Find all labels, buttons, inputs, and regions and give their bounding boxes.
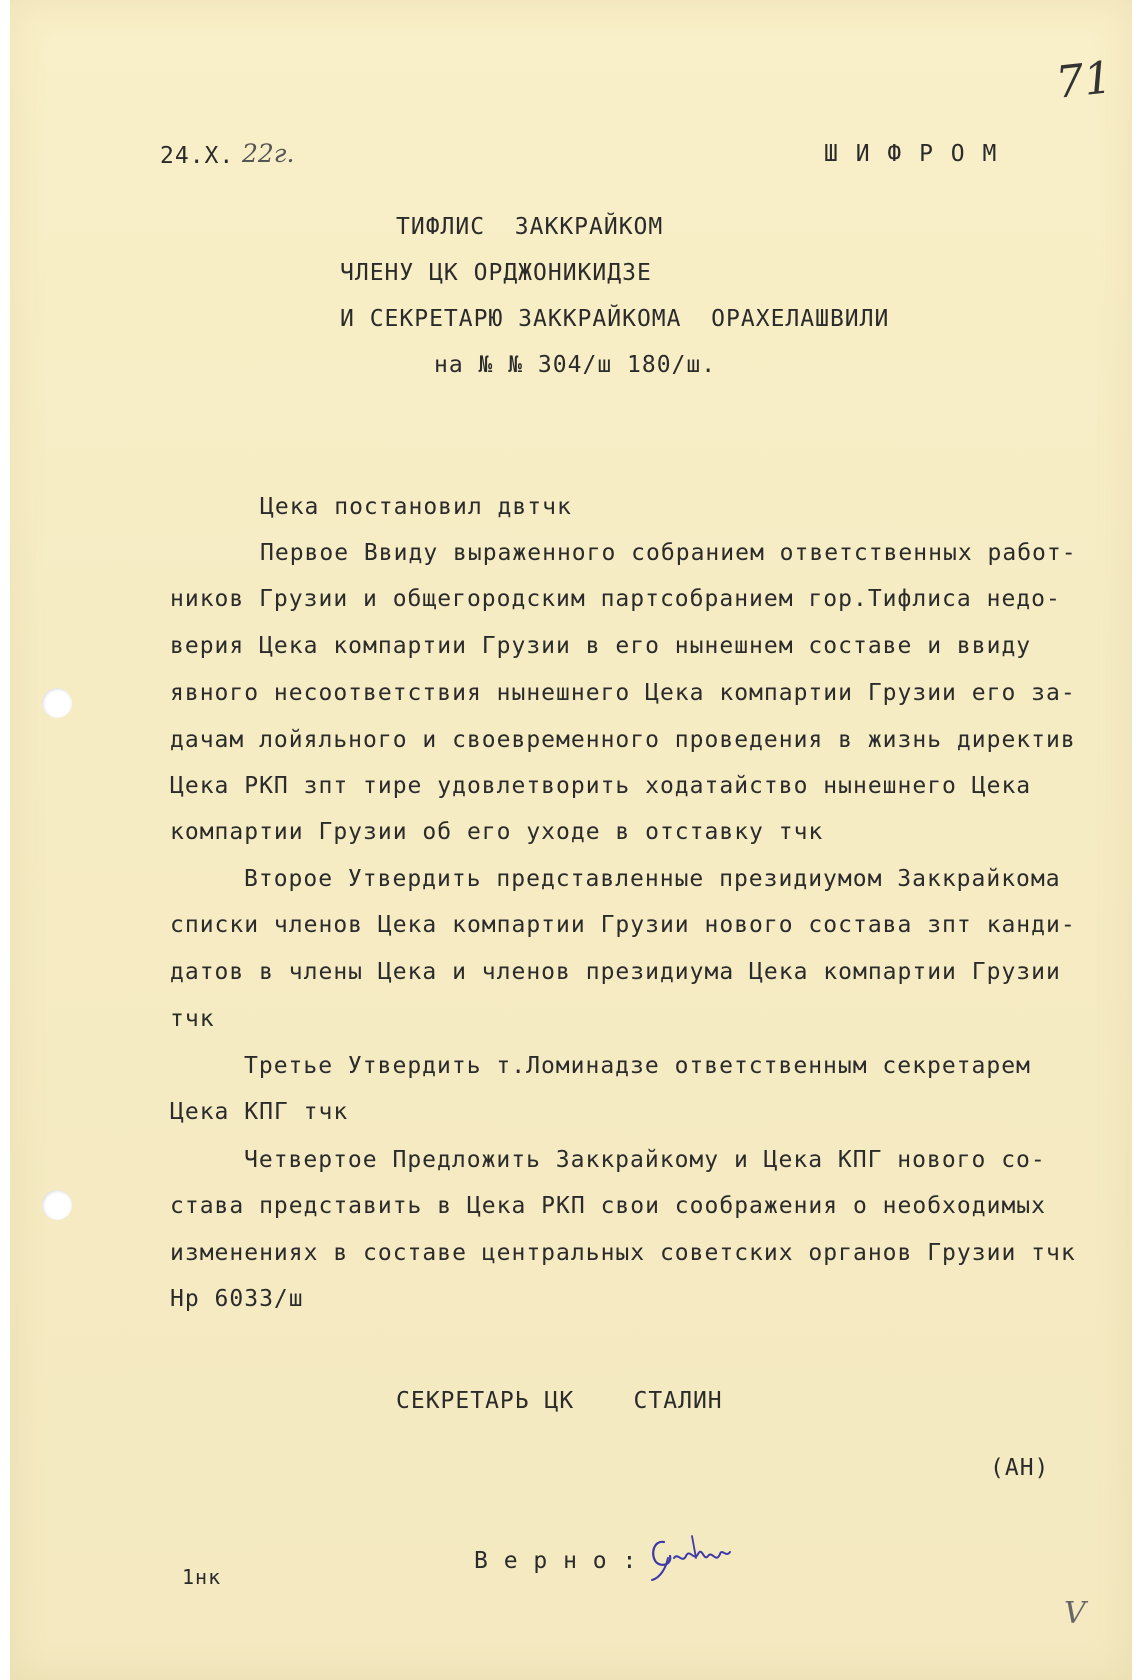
signature-line: СЕКРЕТАРЬ ЦК СТАЛИН (396, 1388, 723, 1414)
body-line: Цека КПГ тчк (170, 1099, 349, 1125)
body-line: Второе Утвердить представленные президиумом Заккрайкома (244, 866, 1061, 892)
body-line: явного несоответствия нынешнего Цека компартии Грузии его за- (170, 680, 1076, 706)
document-date: 24.X. (160, 143, 235, 169)
body-line: Цека РКП зпт тире удовлетворить ходатайство нынешнего Цека (170, 773, 1032, 799)
body-line: компартии Грузии об его уходе в отставку тчк (170, 819, 824, 845)
body-line: Третье Утвердить т.Ломинадзе ответственным секретарем (244, 1053, 1031, 1079)
document-page (10, 0, 1132, 1680)
body-line: верия Цека компартии Грузии в его нынешнем составе и ввиду (170, 633, 1032, 659)
punch-hole-top (42, 688, 72, 718)
address-line-2: ЧЛЕНУ ЦК ОРДЖОНИКИДЗЕ (340, 260, 652, 286)
body-line: дачам лойяльного и своевременного проведения в жизнь директив (170, 727, 1076, 753)
address-line-1: ТИФЛИС ЗАККРАЙКОМ (396, 214, 664, 240)
initials: (АН) (990, 1455, 1050, 1481)
verified-label: В е р н о : (474, 1548, 638, 1574)
date-handwritten: 22г. (242, 139, 295, 168)
body-line: списки членов Цека компартии Грузии нового состава зпт канди- (170, 912, 1076, 938)
body-line: Четвертое Предложить Заккрайкому и Цека КПГ нового со- (244, 1147, 1046, 1173)
corner-check-mark: V (1064, 1596, 1086, 1631)
cipher-mark: Ш И Ф Р О М (824, 141, 999, 167)
body-line: изменениях в составе центральных советских органов Грузии тчк (170, 1240, 1076, 1266)
reference-number: Нр 6033/ш (170, 1286, 304, 1312)
body-line: ников Грузии и общегородским партсобранием гор.Тифлиса недо- (170, 586, 1061, 612)
body-line: тчк (170, 1006, 215, 1032)
body-line: Цека постановил двтчк (260, 494, 572, 520)
verifier-signature (646, 1528, 736, 1588)
copies-mark: 1нк (182, 1565, 222, 1589)
body-line: датов в члены Цека и членов президиума Цека компартии Грузии (170, 959, 1061, 985)
body-line: става представить в Цека РКП свои соображения о необходимых (170, 1193, 1046, 1219)
body-line: Первое Ввиду выраженного собранием ответственных работ- (260, 540, 1077, 566)
archive-page-number: 71 (1053, 52, 1115, 109)
punch-hole-bottom (42, 1190, 72, 1220)
address-line-3: И СЕКРЕТАРЮ ЗАККРАЙКОМА ОРАХЕЛАШВИЛИ (340, 306, 890, 332)
address-line-4: на № № 304/ш 180/ш. (434, 352, 717, 378)
